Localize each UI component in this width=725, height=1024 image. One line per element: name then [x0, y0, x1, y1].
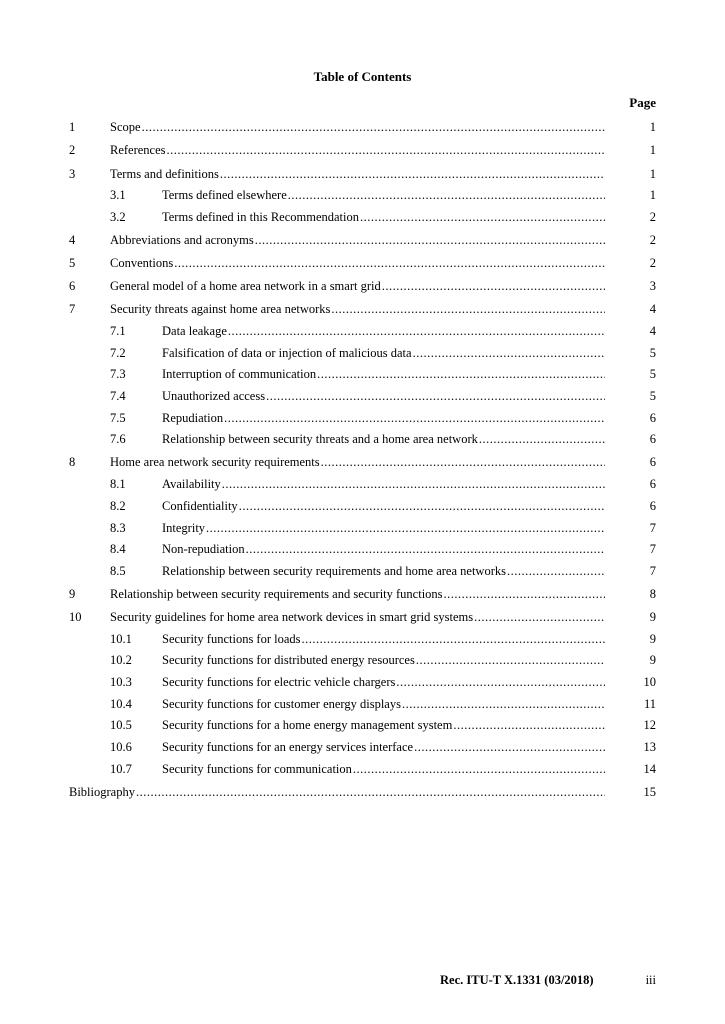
page-title: Table of Contents: [313, 69, 412, 84]
toc-entry-title-line: [162, 539, 605, 561]
toc-entry-title-line: [162, 185, 605, 207]
toc-entry-page: 13: [643, 740, 656, 755]
toc-entry-page: 1: [649, 120, 656, 135]
dot-leader: [246, 539, 605, 561]
toc-entry-page: 3: [649, 279, 656, 294]
dot-leader: [255, 230, 605, 252]
toc-entry-number: 3: [69, 166, 76, 181]
toc-entry[interactable]: [0, 408, 725, 430]
toc-entry-title-line: [162, 429, 605, 451]
dot-leader: [414, 737, 605, 759]
toc-entry[interactable]: [0, 650, 725, 672]
toc-entry[interactable]: [0, 759, 725, 781]
toc-entry[interactable]: [0, 299, 725, 321]
toc-entry-title: Scope: [110, 120, 141, 135]
toc-entry[interactable]: [0, 474, 725, 496]
toc-entry-page: 9: [649, 653, 656, 668]
toc-entry-page: 2: [649, 256, 656, 271]
toc-entry-number: 10.1: [110, 631, 132, 646]
toc-entry-title: Conventions: [110, 256, 174, 271]
toc-entry-title: Data leakage: [162, 323, 227, 338]
toc-entry-title-line: [162, 629, 605, 651]
toc-entry-number: 7: [69, 302, 76, 317]
dot-leader: [396, 672, 605, 694]
toc-entry-title-line: [162, 672, 605, 694]
toc-entry[interactable]: [0, 694, 725, 716]
toc-entry-title: Interruption of communication: [162, 367, 317, 382]
dot-leader: [224, 408, 605, 430]
toc-entry-title: Repudiation: [162, 410, 224, 425]
toc-entry-number: 7.5: [110, 410, 126, 425]
toc-entry-page: 5: [649, 367, 656, 382]
toc-entry-title: Non-repudiation: [162, 542, 245, 557]
toc-entry-number: 8.2: [110, 498, 126, 513]
toc-entry-title: Security functions for communication: [162, 761, 352, 776]
toc-entry[interactable]: [0, 140, 725, 162]
toc-entry[interactable]: [0, 343, 725, 365]
toc-list: [0, 116, 725, 804]
toc-entry-title: Security functions for a home energy management system: [162, 718, 453, 733]
toc-entry-page: 2: [649, 209, 656, 224]
toc-entry-page: 4: [649, 323, 656, 338]
toc-entry[interactable]: [0, 782, 725, 804]
toc-entry-page: 1: [649, 166, 656, 181]
toc-entry[interactable]: [0, 518, 725, 540]
toc-entry-page: 5: [649, 388, 656, 403]
toc-entry-page: 15: [643, 784, 656, 799]
toc-entry[interactable]: [0, 253, 725, 275]
toc-entry-number: 2: [69, 143, 76, 158]
toc-entry[interactable]: [0, 607, 725, 629]
toc-entry[interactable]: [0, 321, 725, 343]
toc-entry-title-line: [162, 321, 605, 343]
toc-entry-title-line: [110, 584, 605, 606]
toc-entry-title-line: [162, 408, 605, 430]
toc-entry-page: 10: [643, 675, 656, 690]
toc-entry-number: 7.4: [110, 388, 126, 403]
dot-leader: [402, 694, 605, 716]
toc-entry-number: 3.1: [110, 188, 126, 203]
toc-entry-page: 6: [649, 432, 656, 447]
toc-entry-number: 10.5: [110, 718, 132, 733]
dot-leader: [220, 164, 605, 186]
toc-entry-title-line: [162, 694, 605, 716]
dot-leader: [167, 140, 605, 162]
toc-entry-number: 8.4: [110, 542, 126, 557]
toc-entry-title: Terms and definitions: [110, 166, 219, 181]
toc-entry-page: 9: [649, 610, 656, 625]
toc-entry-title: General model of a home area network in a smart grid: [110, 279, 381, 294]
dot-leader: [228, 321, 605, 343]
toc-entry[interactable]: [0, 386, 725, 408]
toc-entry-title-line: [162, 650, 605, 672]
toc-entry-title: Security functions for distributed energy resources: [162, 653, 415, 668]
toc-entry-page: 6: [649, 477, 656, 492]
toc-entry-title-line: [110, 253, 605, 275]
toc-entry-number: 7.1: [110, 323, 126, 338]
dot-leader: [474, 607, 605, 629]
toc-entry[interactable]: [0, 364, 725, 386]
toc-entry-title-line: [162, 715, 605, 737]
toc-entry-page: 4: [649, 302, 656, 317]
toc-entry-number: 4: [69, 233, 76, 247]
dot-leader: [444, 584, 605, 606]
dot-leader: [413, 343, 605, 365]
footer-page-number: iii: [645, 973, 656, 987]
toc-entry-number: 5: [69, 256, 76, 271]
dot-leader: [353, 759, 605, 781]
toc-entry-title-line: [162, 518, 605, 540]
toc-entry-number: 1: [69, 120, 76, 135]
toc-entry-number: 10.3: [110, 675, 132, 690]
toc-entry-number: 10.7: [110, 761, 132, 776]
toc-entry-title-line: [110, 140, 605, 162]
toc-entry-page: 12: [643, 718, 656, 733]
toc-entry-title: Availability: [162, 477, 221, 492]
toc-entry-number: 7.6: [110, 432, 126, 447]
toc-entry[interactable]: [0, 629, 725, 651]
toc-entry[interactable]: [0, 561, 725, 583]
toc-entry-number: 6: [69, 279, 76, 294]
toc-entry-title: Integrity: [162, 520, 206, 535]
toc-entry-title: Bibliography: [69, 784, 135, 799]
toc-entry-title: Security guidelines for home area network devices in smart grid systems: [110, 610, 474, 625]
dot-leader: [382, 276, 605, 298]
dot-leader: [288, 185, 605, 207]
toc-entry[interactable]: [0, 539, 725, 561]
dot-leader: [453, 715, 605, 737]
toc-entry-title: Security functions for customer energy displays: [162, 696, 401, 711]
toc-entry-number: 10.4: [110, 696, 132, 711]
toc-entry-number: 8.5: [110, 563, 126, 578]
toc-entry[interactable]: [0, 185, 725, 207]
toc-entry[interactable]: [0, 207, 725, 229]
toc-entry-page: 7: [649, 542, 656, 557]
toc-entry-title: Security functions for an energy services interface: [162, 740, 414, 755]
toc-entry-title-line: [162, 364, 605, 386]
dot-leader: [239, 496, 605, 518]
toc-entry[interactable]: [0, 496, 725, 518]
toc-entry-title-line: [162, 474, 605, 496]
dot-leader: [136, 782, 605, 804]
toc-entry-title-line: [162, 737, 605, 759]
toc-entry-title-line: [162, 343, 605, 365]
toc-entry[interactable]: [0, 230, 725, 252]
dot-leader: [317, 364, 605, 386]
dot-leader: [321, 452, 605, 474]
toc-entry-title: Confidentiality: [162, 498, 238, 513]
toc-entry[interactable]: [0, 164, 725, 186]
toc-entry[interactable]: [0, 276, 725, 298]
toc-entry-title: Home area network security requirements: [110, 455, 320, 470]
toc-entry-number: 10: [69, 610, 82, 625]
dot-leader: [416, 650, 605, 672]
toc-entry-title: Relationship between security requirements and home area networks: [162, 563, 506, 578]
toc-entry-page: 6: [649, 498, 656, 513]
toc-entry-title-line: [110, 452, 605, 474]
dot-leader: [302, 629, 605, 651]
toc-entry-number: 8.3: [110, 520, 126, 535]
toc-entry-title-line: [162, 386, 605, 408]
toc-entry-title-line: [110, 117, 605, 139]
toc-entry[interactable]: [0, 117, 725, 139]
toc-entry-title-line: [110, 276, 605, 298]
toc-entry-page: 7: [649, 520, 656, 535]
dot-leader: [331, 299, 605, 321]
toc-entry-title: Relationship between security threats and a home area network: [162, 432, 478, 447]
toc-entry-title: Abbreviations and acronyms: [110, 233, 254, 247]
toc-entry-number: 7.2: [110, 345, 126, 360]
toc-entry-number: 9: [69, 586, 76, 601]
toc-entry-page: 8: [649, 586, 656, 601]
toc-entry-title-line: [110, 230, 605, 252]
toc-entry-title-line: [162, 496, 605, 518]
toc-entry[interactable]: [0, 737, 725, 759]
toc-entry-page: 9: [649, 631, 656, 646]
toc-entry-title: Security functions for loads: [162, 631, 301, 646]
toc-entry-title-line: [110, 164, 605, 186]
dot-leader: [507, 561, 605, 583]
toc-entry[interactable]: [0, 715, 725, 737]
toc-entry-page: 11: [643, 696, 656, 711]
dot-leader: [479, 429, 605, 451]
toc-entry-number: 3.2: [110, 209, 126, 224]
toc-entry-title: Terms defined in this Recommendation: [162, 209, 359, 224]
toc-entry-title: Security threats against home area networks: [110, 302, 331, 317]
dot-leader: [360, 207, 605, 229]
toc-entry-title: References: [110, 143, 166, 158]
toc-entry-number: 8: [69, 455, 76, 470]
footer-reference: Rec. ITU-T X.1331 (03/2018): [440, 973, 594, 987]
toc-entry-page: 5: [649, 345, 656, 360]
toc-entry-title-line: [69, 782, 605, 804]
toc-entry-page: 14: [643, 761, 656, 776]
toc-entry-page: 1: [649, 188, 656, 203]
toc-entry-title-line: [162, 561, 605, 583]
toc-entry-number: 10.6: [110, 740, 132, 755]
page-column-heading: Page: [629, 95, 656, 110]
toc-entry-page: 1: [649, 143, 656, 158]
dot-leader: [222, 474, 605, 496]
toc-entry-title: Unauthorized access: [162, 388, 266, 403]
toc-entry[interactable]: [0, 584, 725, 606]
toc-entry-title-line: [162, 759, 605, 781]
toc-entry-title: Terms defined elsewhere: [162, 188, 287, 203]
toc-entry[interactable]: [0, 429, 725, 451]
dot-leader: [206, 518, 605, 540]
toc-entry-title: Falsification of data or injection of malicious data: [162, 345, 412, 360]
dot-leader: [142, 117, 605, 139]
toc-entry-title-line: [110, 299, 605, 321]
toc-entry-title-line: [162, 207, 605, 229]
toc-entry-page: 6: [649, 410, 656, 425]
toc-entry-page: 2: [649, 233, 656, 247]
toc-entry[interactable]: [0, 452, 725, 474]
toc-entry-title-line: [110, 607, 605, 629]
toc-entry-title: Relationship between security requirements and security functions: [110, 586, 443, 601]
toc-entry-number: 8.1: [110, 477, 126, 492]
dot-leader: [266, 386, 605, 408]
toc-entry-page: 7: [649, 563, 656, 578]
dot-leader: [174, 253, 605, 275]
toc-entry-page: 6: [649, 455, 656, 470]
toc-entry[interactable]: [0, 672, 725, 694]
toc-entry-number: 10.2: [110, 653, 132, 668]
toc-entry-number: 7.3: [110, 367, 126, 382]
toc-entry-title: Security functions for electric vehicle chargers: [162, 675, 396, 690]
